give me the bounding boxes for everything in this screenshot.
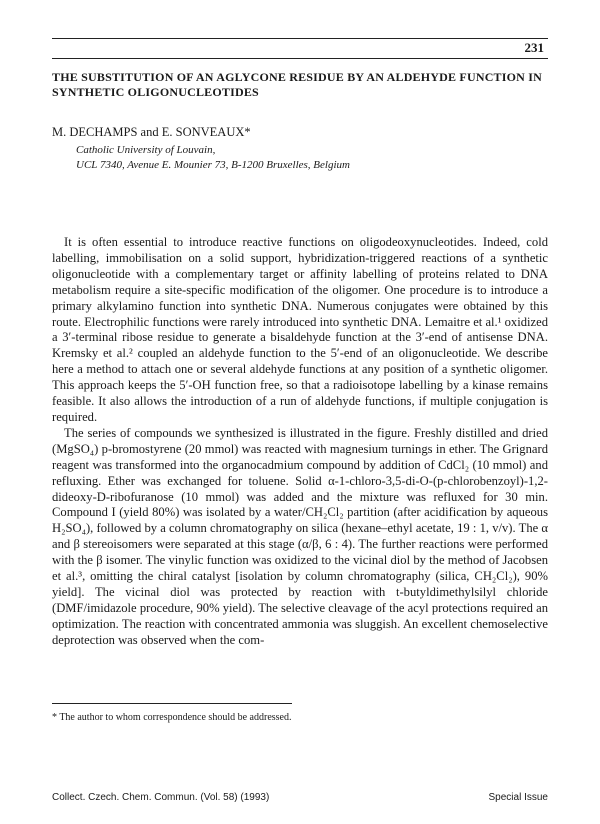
journal-citation: Collect. Czech. Chem. Commun. (Vol. 58) (1993) [52, 792, 270, 803]
paragraph-2: The series of compounds we synthesized is illustrated in the figure. Freshly distilled and dried (MgSO₄) p-bromostyrene (20 mmol) was reacted with magnesium turnings in ether. The Grignard reagent was transformed into the organocadmium compound by addition of CdCl₂ (10 mmol) and refluxing. Ether was exchanged for toluene. Solid α-1-chloro-3,5-di-O-(p-chlorobenzoyl)-1,2-dideoxy-D-ribofuranose (10 mmol) was added and the mixture was refluxed for 30 min. Compound I (yield 80%) was isolated by a water/CH₂Cl₂ partition (after acidification by aqueous H₂SO₄), followed by a column chromatography on silica (hexane–ethyl acetate, 19 : 1, v/v). The α and β stereoisomers were separated at this stage (α/β, 6 : 4). The further reactions were performed with the β isomer. The vinylic function was oxidized to the vicinal diol by the method of Jacobsen et al.³, omitting the chiral catalyst [isolation by column chromatography (silica, CH₂Cl₂), 90% yield]. The vicinal diol was protected by reaction with t-butyldimethylsilyl chloride (DMF/imidazole procedure, 90% yield). The selective cleavage of the acyl protections required an optimization. The reaction with concentrated ammonia was sluggish. An excellent chemoselective deprotection was observed when the com- [52, 425, 548, 647]
top-rule [52, 38, 548, 39]
affiliation-line-2: UCL 7340, Avenue E. Mounier 73, B-1200 Bruxelles, Belgium [76, 159, 350, 171]
footnote-rule [52, 703, 292, 704]
article-body [52, 235, 548, 649]
footnote: * The author to whom correspondence should be addressed. [52, 712, 292, 723]
header-rule [52, 58, 548, 59]
paragraph-1: It is often essential to introduce reactive functions on oligodeoxynucleotides. Indeed, cold labelling, immobilisation on a solid support, hybridization-triggered reactions of a synthetic oligonucleotide with a complementary target or affinity labelling of proteins related to DNA metabolism require a site-specific modification of the oligomer. One procedure is to introduce a primary alkylamino function into synthetic DNA. Numerous conjugates were obtained by this route. Electrophilic functions were rarely introduced into synthetic DNA. Lemaitre et al.¹ oxidized a 3′-terminal ribose residue to generate a bisaldehyde function at the 3′-end of antisense DNA. Kremsky et al.² coupled an aldehyde function to the 5′-end of an oligonucleotide. We describe here a method to attach one or several aldehyde functions at any position of a synthetic oligomer. This approach keeps the 5′-OH function free, so that a radioisotope labelling by a kinase remains feasible. It also allows the introduction of a run of aldehyde functions, if multiple conjugation is required. [52, 235, 548, 424]
authors: M. DECHAMPS and E. SONVEAUX* [52, 125, 251, 139]
affiliation-line-1: Catholic University of Louvain, [76, 144, 216, 156]
issue-label: Special Issue [488, 792, 548, 803]
page-number: 231 [524, 40, 544, 55]
article-title: THE SUBSTITUTION OF AN AGLYCONE RESIDUE BY AN ALDEHYDE FUNCTION IN SYNTHETIC OLIGONUCLEOTIDES [52, 70, 542, 99]
